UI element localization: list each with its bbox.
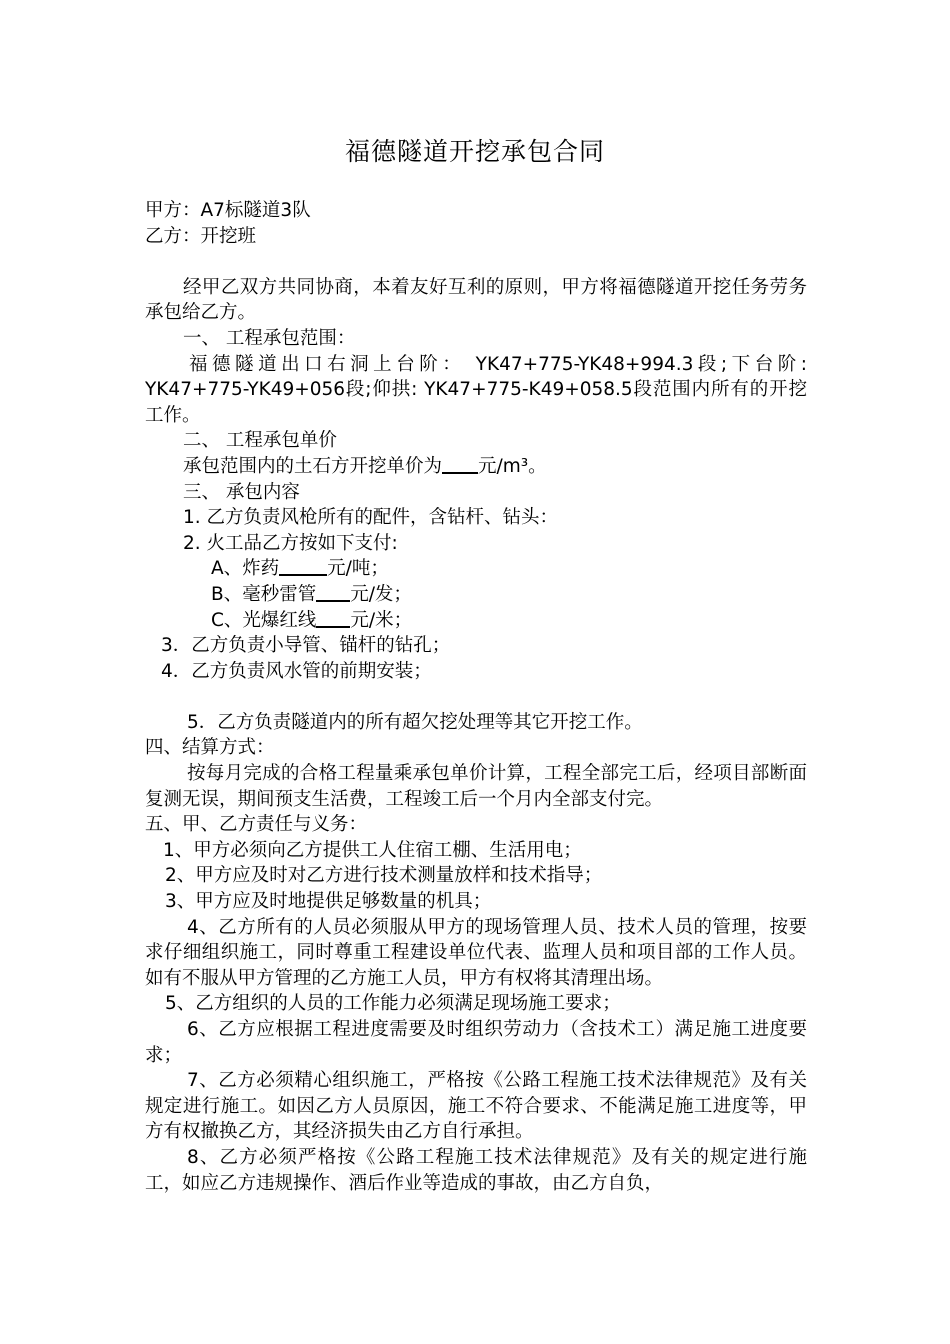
- section-3-item-4: 4．乙方负责风水管的前期安装；: [161, 660, 432, 682]
- blank-line: [145, 684, 807, 710]
- detonator-price-blank: [316, 582, 350, 602]
- section-3-item-3: 3．乙方负责小导管、锚杆的钻孔；: [161, 635, 451, 657]
- unit-price-unit: 元/m³。: [478, 455, 547, 477]
- section-3-item-b: [145, 582, 807, 608]
- section-5-item-5: 5、乙方组织的人员的工作能力必须满足现场施工要求；: [165, 993, 621, 1015]
- section-1-text: 福德隧道出口右洞上台阶： YK47+775-YK48+994.3段;下台阶: YK47+775-YK49+056段;仰拱: YK47+775-K49+058.5段范围内所有的开挖工作。: [145, 353, 807, 426]
- section-2-heading: 二、 工程承包单价: [183, 430, 337, 452]
- party-b: 乙方：开挖班: [145, 225, 257, 247]
- document-title: 福德隧道开挖承包合同: [344, 137, 605, 166]
- blasting-line-unit: 元/米；: [350, 609, 413, 631]
- section-5-item-6: 6、乙方应根据工程进度需要及时组织劳动力（含技术工）满足施工进度要求；: [145, 1019, 807, 1066]
- section-5-item-3: 3、甲方应及时地提供足够数量的机具；: [165, 891, 492, 913]
- section-5-item-7: 7、乙方必须精心组织施工，严格按《公路工程施工技术法律规范》及有关规定进行施工。如因乙方人员原因，施工不符合要求、不能满足施工进度等，甲方有权撤换乙方，其经济损失由乙方自行承担。: [145, 1070, 807, 1143]
- section-3-heading: 三、 承包内容: [183, 481, 300, 503]
- section-3-item-a: [145, 556, 807, 582]
- section-5-heading: 五、甲、乙方责任与义务：: [145, 814, 368, 836]
- detonator-unit: 元/发；: [350, 583, 412, 605]
- section-5-item-4: 4、乙方所有的人员必须服从甲方的现场管理人员、技术人员的管理，按要求仔细组织施工，同时尊重工程建设单位代表、监理人员和项目部的工作人员。如有不服从甲方管理的乙方施工人员，甲方有权将其清理出场。: [145, 916, 807, 989]
- unit-price-label: 承包范围内的土石方开挖单价为: [183, 455, 443, 477]
- section-4-text: 按每月完成的合格工程量乘承包单价计算，工程全部完工后，经项目部断面复测无误，期间预支生活费，工程竣工后一个月内全部支付完。: [145, 763, 807, 810]
- document-body: [145, 198, 807, 1196]
- party-a: 甲方：A7标隧道3队: [145, 200, 311, 221]
- explosive-unit: 元/吨；: [327, 558, 389, 580]
- section-1-heading: 一、 工程承包范围：: [183, 327, 356, 349]
- detonator-label: B、毫秒雷管: [211, 583, 317, 605]
- blank-line: [145, 249, 807, 275]
- section-3-item-2: 2. 火工品乙方按如下支付:: [183, 532, 398, 554]
- section-4-heading: 四、结算方式：: [145, 737, 275, 759]
- intro-paragraph: 经甲乙双方共同协商，本着友好互利的原则，甲方将福德隧道开挖任务劳务承包给乙方。: [145, 276, 807, 324]
- section-5-item-2: 2、甲方应及时对乙方进行技术测量放样和技术指导；: [165, 865, 603, 887]
- section-2-text: [145, 454, 807, 480]
- blasting-line-label: C、光爆红线: [211, 609, 317, 631]
- section-5-item-8: 8、乙方必须严格按《公路工程施工技术法律规范》及有关的规定进行施工，如应乙方违规操作、酒后作业等造成的事故，由乙方自负，: [145, 1146, 807, 1194]
- explosive-price-blank: [279, 556, 327, 576]
- unit-price-blank: [442, 454, 478, 474]
- section-3-item-5: 5．乙方负责隧道内的所有超欠挖处理等其它开挖工作。: [187, 711, 643, 733]
- section-3-item-c: [145, 608, 807, 634]
- blasting-line-price-blank: [316, 608, 350, 628]
- explosive-label: A、炸药: [211, 558, 280, 580]
- section-3-item-1: 1. 乙方负责风枪所有的配件，含钻杆、钻头：: [183, 507, 559, 529]
- section-5-item-1: 1、甲方必须向乙方提供工人住宿工棚、生活用电；: [163, 839, 582, 861]
